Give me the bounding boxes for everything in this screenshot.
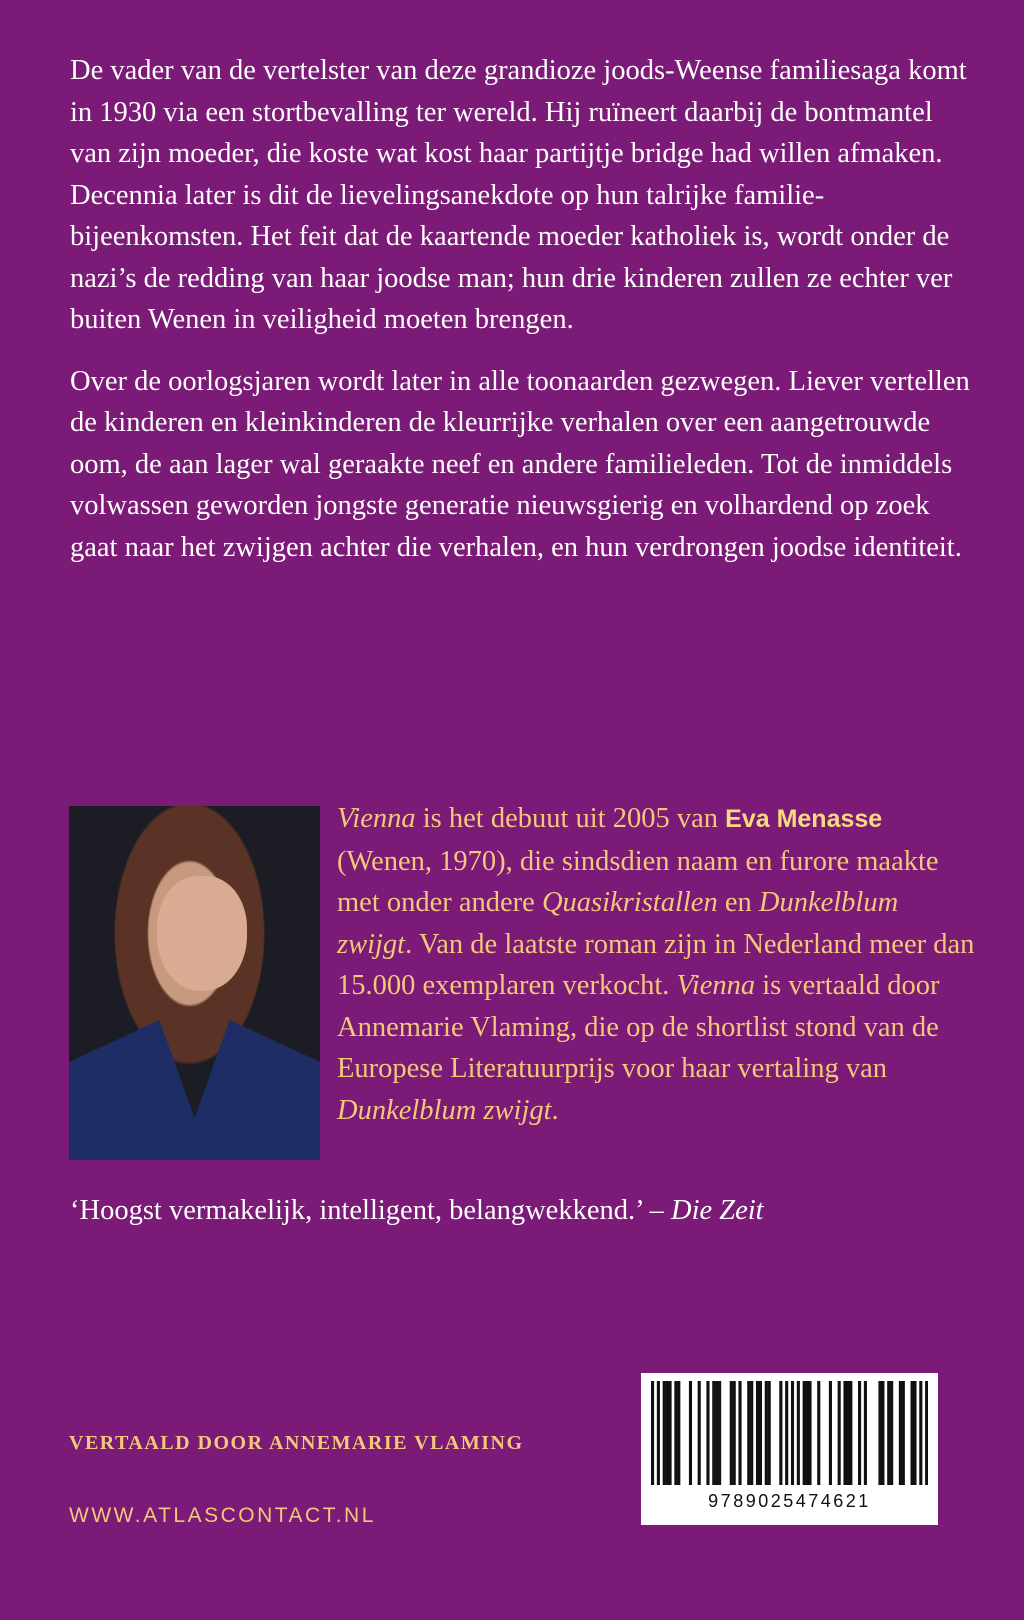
- author-name: Eva Menasse: [725, 805, 883, 833]
- barcode-bar: [791, 1381, 794, 1485]
- barcode-bar: [756, 1381, 759, 1485]
- blurb-paragraph-2: Over de oorlogsjaren wordt later in alle toonaarden gezwegen. Liever vertellen de kinderen en kleinkinderen de kleurrijke verhalen over een aangetrouwde oom, de aan lager wal geraakte neef en andere familieleden. Tot de inmiddels volwassen geworden jongste generatie nieuwsgierig en volhardend op zoek gaat naar het zwijgen achter die verhalen, en hun verdrongen joodse identiteit.: [70, 365, 970, 563]
- barcode-bar: [808, 1381, 811, 1485]
- barcode-bar: [677, 1381, 680, 1485]
- book-title: Dunkelblum zwijgt: [337, 887, 899, 960]
- barcode-bar: [899, 1381, 902, 1485]
- bio-text: is vertaald door Annemarie Vlaming, die op de shortlist stond van de Europese Literatuurprijs voor haar vertaling van: [337, 970, 940, 1084]
- book-title: Dunkelblum zwijgt: [337, 1094, 552, 1126]
- barcode-bar: [718, 1381, 721, 1485]
- barcode-bar: [712, 1381, 715, 1485]
- translator-credit: VERTAALD DOOR ANNEMARIE VLAMING: [69, 1432, 524, 1454]
- barcode-bar: [779, 1381, 782, 1485]
- barcode-bar: [651, 1381, 654, 1485]
- barcode-bar: [730, 1381, 733, 1485]
- barcode-bar: [715, 1381, 718, 1485]
- barcode-bar: [913, 1381, 916, 1485]
- barcode-bar: [674, 1381, 677, 1485]
- isbn-barcode: [641, 1373, 938, 1525]
- bio-text: .: [551, 1094, 559, 1126]
- barcode-bar: [657, 1381, 660, 1485]
- quote-source: Die Zeit: [670, 1195, 764, 1226]
- barcode-bar: [925, 1381, 928, 1485]
- barcode-bar: [666, 1381, 669, 1485]
- barcode-bar: [759, 1381, 762, 1485]
- barcode-bar: [738, 1381, 741, 1485]
- barcode-bar: [887, 1381, 890, 1485]
- book-title: Vienna: [337, 803, 416, 834]
- barcode-bar: [698, 1381, 701, 1485]
- barcode-bar: [765, 1381, 768, 1485]
- back-cover-blurb: [70, 50, 970, 568]
- bio-text: (Wenen, 1970), die sindsdien naam en furore maakte met onder andere: [337, 845, 939, 918]
- blurb-paragraph-1: De vader van de vertelster van deze grandioze joods-Weense familiesaga komt in 1930 via een stortbevalling ter wereld. Hij ruïneert daarbij de bontmantel van zijn moeder, die koste wat kost haar partijtje bridge had willen afmaken. Decennia later is dit de lievelingsanekdote op hun talrijke familiebijeenkomsten. Het feit dat de kaartende moeder katholiek is, wordt onder de nazi’s de redding van haar joodse man; hun drie kinderen zullen ze echter ver buiten Wenen in veiligheid moeten brengen.: [70, 55, 967, 335]
- barcode-bar: [829, 1381, 832, 1485]
- barcode-bar: [803, 1381, 806, 1485]
- barcode-bar: [750, 1381, 753, 1485]
- press-quote: [70, 1190, 970, 1232]
- barcode-bar: [911, 1381, 914, 1485]
- barcode-bar: [919, 1381, 922, 1485]
- barcode-bar: [843, 1381, 846, 1485]
- publisher-website: WWW.ATLASCONTACT.NL: [69, 1504, 376, 1527]
- author-bio: [337, 798, 977, 1131]
- author-shirt: [69, 1020, 320, 1160]
- barcode-bar: [881, 1381, 884, 1485]
- bio-text: en: [717, 887, 759, 918]
- barcode-bar: [838, 1381, 841, 1485]
- barcode-bar: [797, 1381, 800, 1485]
- barcode-bar: [864, 1381, 867, 1485]
- author-photo: [69, 806, 320, 1160]
- book-title: Quasikristallen: [541, 887, 718, 918]
- barcode-bar: [733, 1381, 736, 1485]
- quote-dash: –: [642, 1195, 671, 1226]
- barcode-bars: [651, 1381, 928, 1485]
- author-face: [157, 876, 247, 991]
- barcode-bar: [785, 1381, 788, 1485]
- barcode-bar: [706, 1381, 709, 1485]
- barcode-bar: [668, 1381, 671, 1485]
- barcode-bar: [902, 1381, 905, 1485]
- barcode-bar: [768, 1381, 771, 1485]
- barcode-bar: [878, 1381, 881, 1485]
- barcode-bar: [858, 1381, 861, 1485]
- barcode-bar: [846, 1381, 849, 1485]
- barcode-bar: [806, 1381, 809, 1485]
- barcode-bar: [890, 1381, 893, 1485]
- bio-text: is het debuut uit 2005 van: [415, 803, 726, 834]
- book-title: Vienna: [676, 970, 756, 1001]
- barcode-bar: [747, 1381, 750, 1485]
- barcode-bar: [817, 1381, 820, 1485]
- barcode-bar: [663, 1381, 666, 1485]
- isbn-number: 9789025474621: [708, 1491, 871, 1511]
- barcode-bar: [849, 1381, 852, 1485]
- bio-text: . Van de laatste roman zijn in Nederland meer dan 15.000 exemplaren verkocht.: [337, 928, 975, 1001]
- barcode-bar: [689, 1381, 692, 1485]
- quote-text: ‘Hoogst vermakelijk, intelligent, belangwekkend.’: [70, 1195, 643, 1226]
